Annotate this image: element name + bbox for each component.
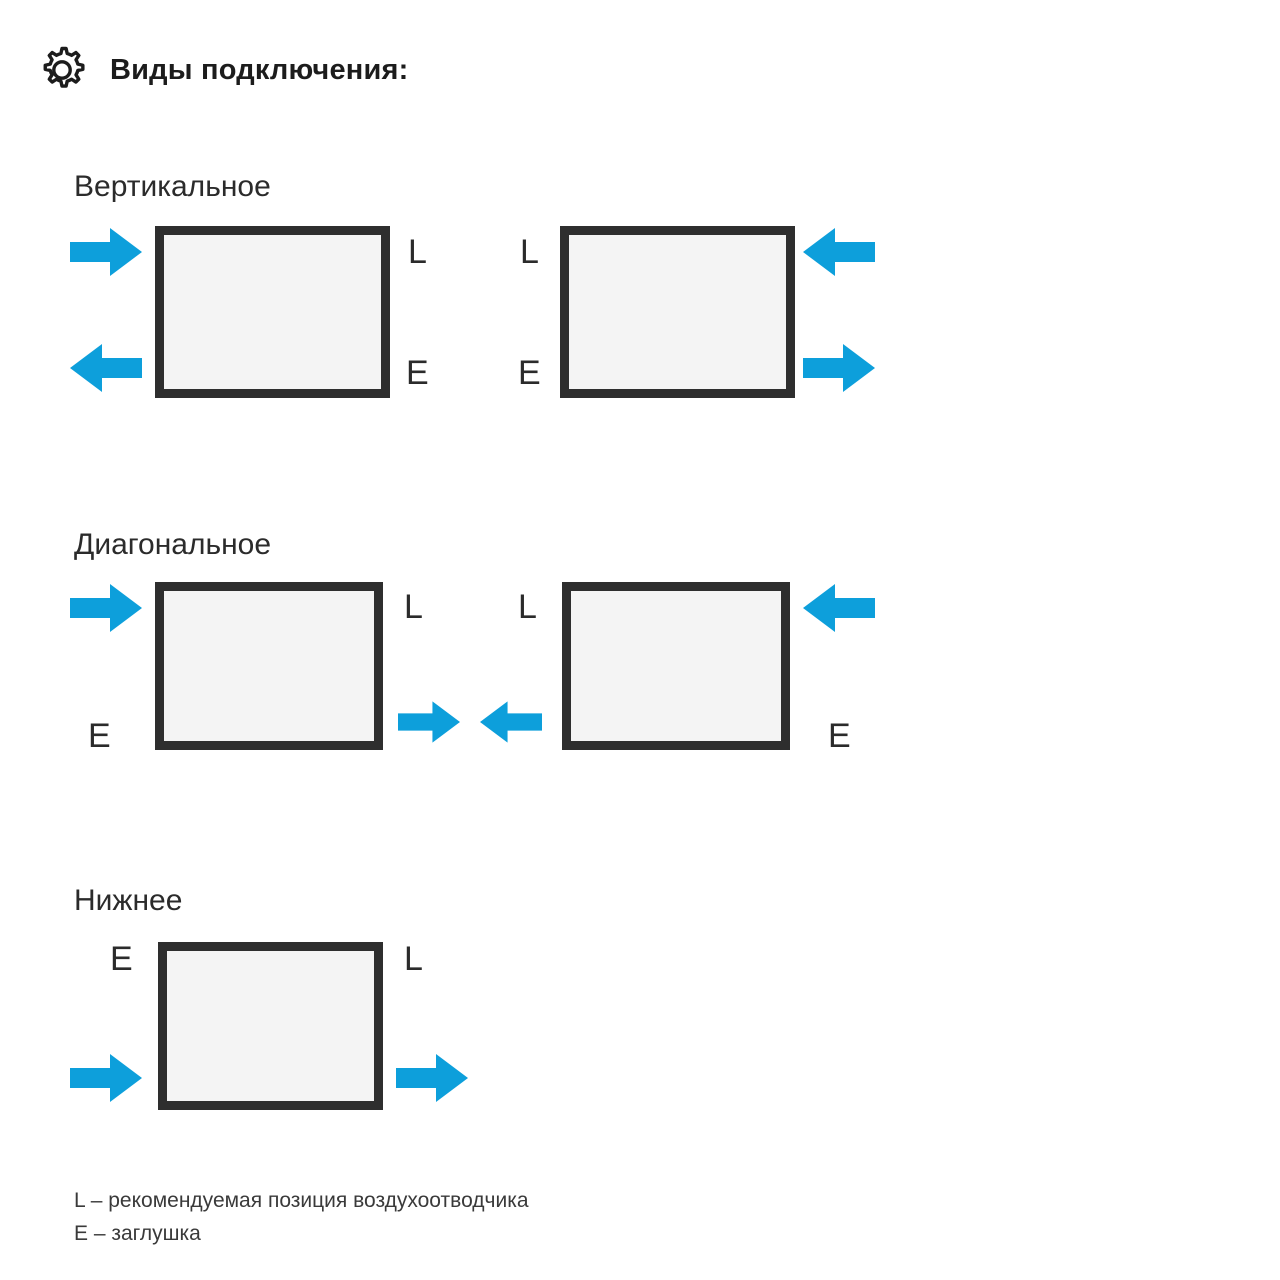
label-diagonal-right-top: L [518,588,537,626]
radiator-vertical-right [560,226,795,398]
label-vertical-left-top: L [408,233,427,271]
legend-line-l: L – рекомендуемая позиция воздухоотводчика [74,1189,529,1212]
gear-icon [36,44,88,96]
label-diagonal-left-top: L [404,588,423,626]
arrow-inlet-diagonal-right [803,580,875,636]
label-vertical-left-bottom: E [406,354,429,392]
label-vertical-right-bottom: E [518,354,541,392]
legend-line-e: E – заглушка [74,1221,201,1245]
arrow-outlet-vertical-left [70,340,142,396]
arrow-outlet-diagonal-right [480,697,542,747]
section-title-diagonal: Диагональное [74,528,272,561]
page-title: Виды подключения: [110,53,409,86]
arrow-inlet-bottom [70,1050,142,1106]
page-header [36,44,409,96]
label-diagonal-right-bottom: E [828,717,851,755]
arrow-inlet-diagonal-left [70,580,142,636]
label-bottom-right: L [404,940,423,978]
section-title-bottom: Нижнее [74,884,183,917]
legend [74,1185,529,1250]
section-title-vertical: Вертикальное [74,170,271,203]
radiator-vertical-left [155,226,390,398]
label-diagonal-left-bottom: E [88,717,111,755]
arrow-outlet-bottom [396,1050,468,1106]
arrow-inlet-vertical-right [803,224,875,280]
arrow-inlet-vertical-left [70,224,142,280]
label-vertical-right-top: L [520,233,539,271]
label-bottom-left: E [110,940,133,978]
radiator-bottom [158,942,383,1110]
arrow-outlet-diagonal-left [398,697,460,747]
arrow-outlet-vertical-right [803,340,875,396]
radiator-diagonal-left [155,582,383,750]
radiator-diagonal-right [562,582,790,750]
